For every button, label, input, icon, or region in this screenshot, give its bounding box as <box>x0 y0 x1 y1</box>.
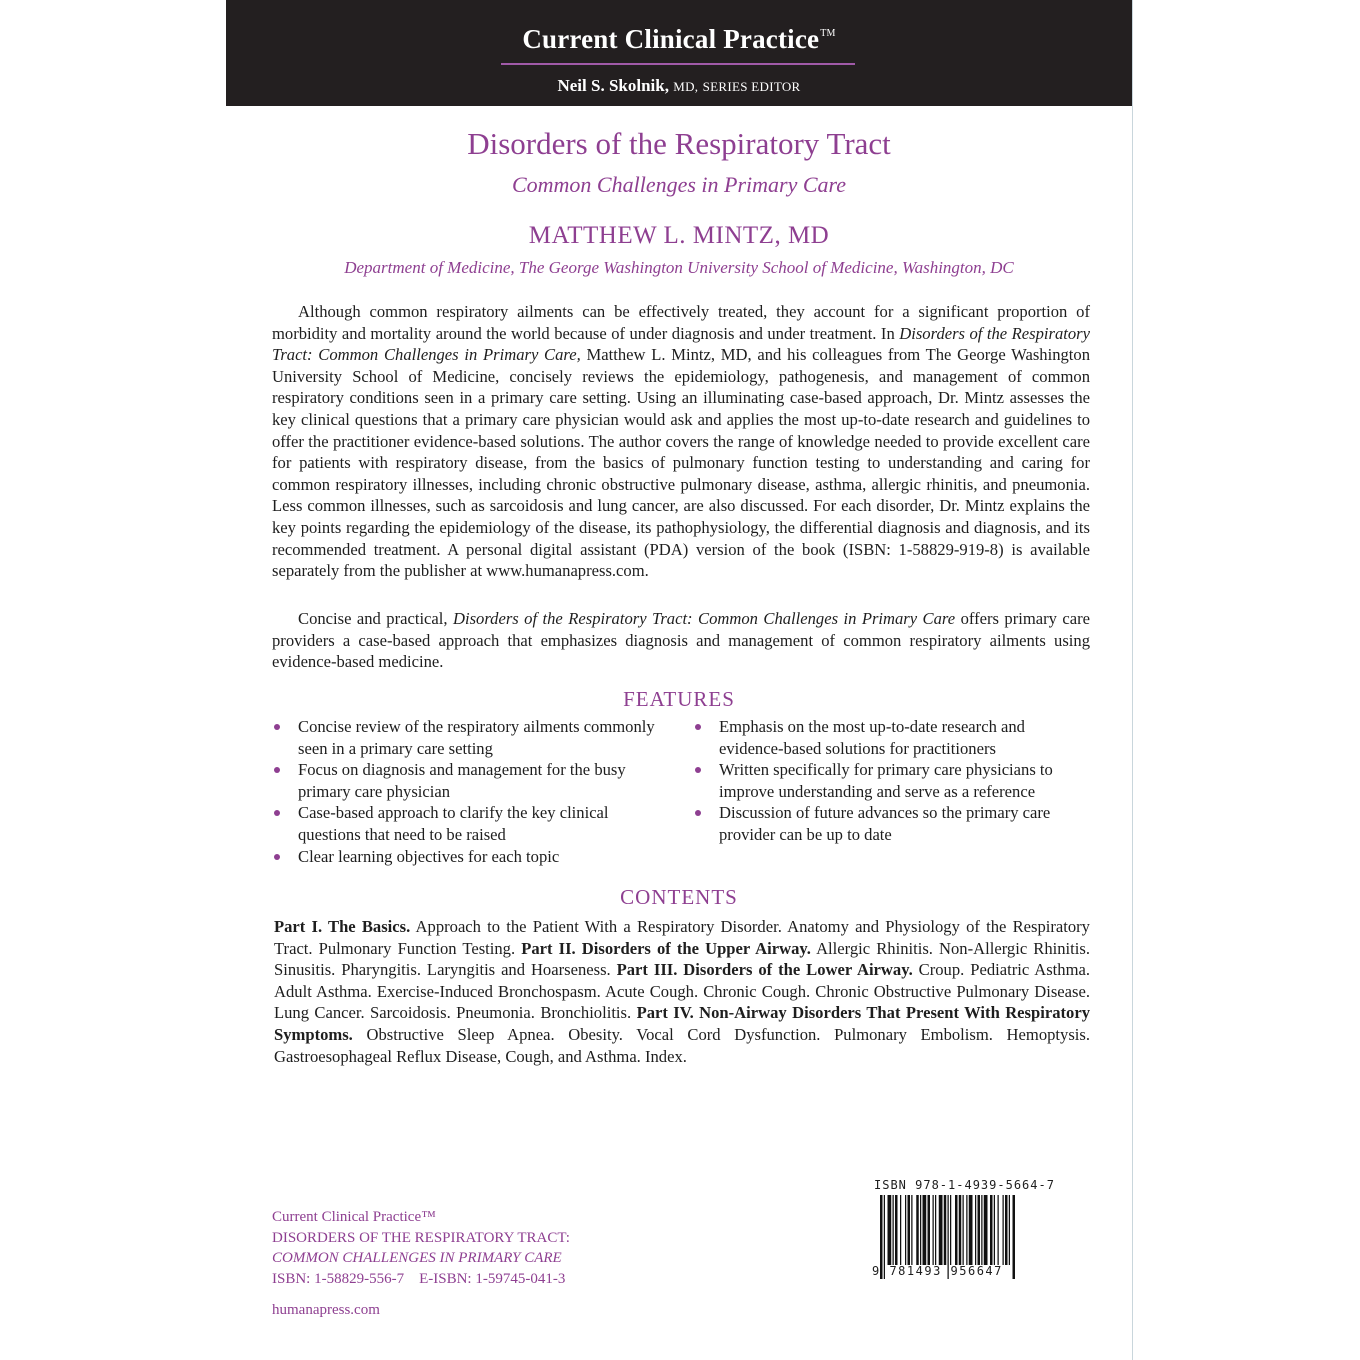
barcode-bar <box>939 1195 943 1265</box>
barcode-bar <box>975 1195 976 1265</box>
description-paragraph-2: Concise and practical, Disorders of the Respiratory Tract: Common Challenges in Primary Care offers primary care providers a case-based approach that emphasizes diagnosis and management of common respiratory ailments using evidence-based medicine. <box>272 609 1090 672</box>
feature-item: Emphasis on the most up-to-date research and evidence-based solutions for practitioners <box>693 716 1093 759</box>
author-affiliation: Department of Medicine, The George Washington University School of Medicine, Washington, DC <box>344 258 1014 277</box>
editor-name: Neil S. Skolnik, <box>557 76 669 95</box>
barcode-bar <box>893 1195 894 1265</box>
feature-item: Written specifically for primary care physicians to improve understanding and serve as a reference <box>693 759 1093 802</box>
colophon-isbn: ISBN: 1-58829-556-7 E-ISBN: 1-59745-041-3 <box>272 1270 566 1287</box>
barcode-bar <box>998 1195 999 1265</box>
bullet-icon <box>274 724 280 730</box>
series-editor <box>226 76 1132 96</box>
bullet-icon <box>274 767 280 773</box>
editor-degree: MD, <box>673 79 699 94</box>
book-back-cover <box>226 0 1133 1360</box>
barcode-bar <box>1009 1195 1010 1265</box>
header-divider <box>501 63 855 65</box>
features-list-right <box>693 716 1093 846</box>
book-subtitle: Common Challenges in Primary Care <box>511 172 847 197</box>
barcode-bar <box>923 1195 927 1265</box>
barcode-bar <box>1003 1195 1004 1265</box>
book-title: Disorders of the Respiratory Tract <box>467 126 891 161</box>
feature-item: Discussion of future advances so the primary care provider can be up to date <box>693 802 1093 845</box>
barcode-bar <box>969 1195 973 1265</box>
feature-item: Concise review of the respiratory ailments commonly seen in a primary care setting <box>272 716 662 759</box>
barcode-digits: 9 781493 956647 <box>872 1264 1003 1278</box>
colophon <box>272 1207 570 1321</box>
barcode-bar <box>935 1195 936 1265</box>
barcode-bar <box>911 1195 912 1265</box>
barcode-bar <box>959 1195 962 1265</box>
barcode-bar <box>963 1195 964 1265</box>
bullet-icon <box>695 767 701 773</box>
barcode-bar <box>905 1195 906 1265</box>
bullet-icon <box>695 724 701 730</box>
barcode-bar <box>1013 1195 1016 1279</box>
barcode-bar <box>955 1195 958 1265</box>
barcode-bar <box>895 1195 898 1265</box>
bullet-icon <box>695 810 701 816</box>
description-paragraph-1: Although common respiratory ailments can be effectively treated, they account for a significant proportion of morbidity and mortality around the world because of under diagnosis and under treatment. In Disorders of the Respiratory Tract: Common Challenges in Primary Care, Matthew L. Mintz, MD, and his colleagues from The George Washington University School of Medicine, concisely reviews the epidemiology, pathogenesis, and management of common respiratory conditions seen in a primary care setting. Using an illuminating case-based approach, Dr. Mintz assesses the key clinical questions that a primary care physician would ask and applies the most up-to-date research and guidelines to offer the practitioner evidence-based solutions. The author covers the range of knowledge needed to provide excellent care for patients with respiratory disease, from the basics of pulmonary function testing to understanding and caring for common respiratory illnesses, including chronic obstructive pulmonary disease, asthma, allergic rhinitis, and pneumonia. Less common illnesses, such as sarcoidosis and lung cancer, are also discussed. For each disorder, Dr. Mintz explains the key points regarding the epidemiology of the disease, its pathophysiology, the differential diagnosis and diagnosis, and its recommended treatment. A personal digital assistant (PDA) version of the book (ISBN: 1-58829-919-8) is available separately from the publisher at www.humanapress.com. <box>272 302 1090 581</box>
barcode-bar <box>928 1195 931 1265</box>
barcode-bar <box>990 1195 993 1265</box>
barcode-bar <box>933 1195 934 1265</box>
barcode-bar <box>994 1195 995 1265</box>
contents-heading: CONTENTS <box>620 885 738 909</box>
barcode-bar <box>978 1195 981 1265</box>
colophon-subtitle: COMMON CHALLENGES IN PRIMARY CARE <box>272 1250 562 1266</box>
barcode-bar <box>1005 1195 1008 1265</box>
features-list-left <box>272 716 662 867</box>
colophon-title: DISORDERS OF THE RESPIRATORY TRACT: <box>272 1229 570 1246</box>
feature-item: Clear learning objectives for each topic <box>272 846 662 868</box>
contents-listing: Part I. The Basics. Approach to the Patient With a Respiratory Disorder. Anatomy and Physiology of the Respiratory Tract. Pulmonary Function Testing. Part II. Disorders of the Upper Airway. Allergic Rhinitis. Non-Allergic Rhinitis. Sinusitis. Pharyngitis. Laryngitis and Hoarseness. Part III. Disorders of the Lower Airway. Croup. Pediatric Asthma. Adult Asthma. Exercise-Induced Bronchospasm. Acute Cough. Chronic Cough. Chronic Obstructive Pulmonary Disease. Lung Cancer. Sarcoidosis. Pneumonia. Bronchiolitis. Part IV. Non-Airway Disorders That Present With Respiratory Symptoms. Obstructive Sleep Apnea. Obesity. Vocal Cord Dysfunction. Pulmonary Embolism. Hemoptysis. Gastroesophageal Reflux Disease, Cough, and Asthma. Index. <box>274 917 1090 1066</box>
isbn-barcode <box>872 1178 1072 1278</box>
colophon-series: Current Clinical Practice™ <box>272 1209 436 1225</box>
series-header-band <box>226 0 1132 106</box>
bullet-icon <box>274 810 280 816</box>
barcode-bar <box>900 1195 901 1265</box>
publisher-url: humanapress.com <box>272 1302 380 1318</box>
bullet-icon <box>274 854 280 860</box>
trademark-mark: TM <box>820 28 836 39</box>
series-title: Current Clinical Practice™ <box>522 24 836 54</box>
barcode-bar <box>908 1195 911 1265</box>
feature-item: Case-based approach to clarify the key clinical questions that need to be raised <box>272 802 662 845</box>
editor-role: SERIES EDITOR <box>702 79 801 94</box>
barcode-isbn-label: ISBN 978-1-4939-5664-7 <box>874 1178 1055 1192</box>
barcode-bar <box>984 1195 988 1265</box>
barcode-bar <box>981 1195 982 1265</box>
features-heading: FEATURES <box>623 687 735 711</box>
author-name: MATTHEW L. MINTZ, MD <box>528 222 830 249</box>
barcode-bar <box>966 1195 967 1265</box>
barcode-bar <box>916 1195 919 1265</box>
barcode-bar <box>888 1195 892 1265</box>
barcode-bar <box>920 1195 921 1265</box>
feature-item: Focus on diagnosis and management for the busy primary care physician <box>272 759 662 802</box>
barcode-bar <box>944 1195 947 1265</box>
barcode-bar <box>950 1195 951 1265</box>
